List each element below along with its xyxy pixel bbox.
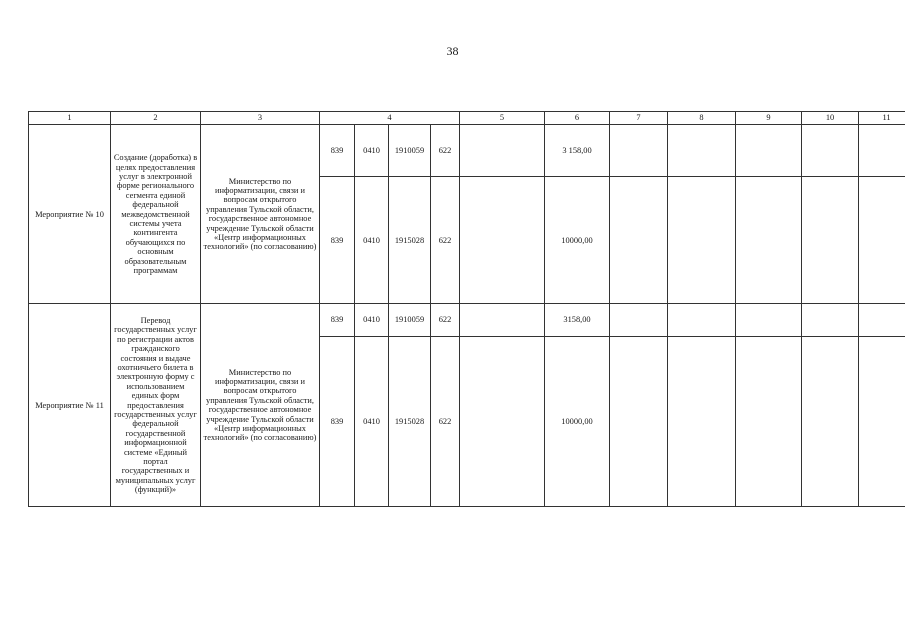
description-cell: Перевод государственных услуг по регистрации актов гражданского состояния и выдаче охотничьего билета в электронную форму с использованием единых форм предоставления государственных услуг федеральной государственной информационной системе «Единый портал государственных и муниципальных услуг (функций)» xyxy=(111,304,201,507)
col-11-cell xyxy=(859,125,905,177)
grbs-code: 839 xyxy=(320,304,355,336)
header-col-3: 3 xyxy=(201,112,320,125)
col-10-cell xyxy=(802,125,859,177)
section-code: 0410 xyxy=(355,336,389,506)
col-5-cell xyxy=(460,177,545,304)
header-col-9: 9 xyxy=(736,112,802,125)
section-code: 0410 xyxy=(355,177,389,304)
header-col-4: 4 xyxy=(320,112,460,125)
amount-cell: 3 158,00 xyxy=(545,125,610,177)
header-col-5: 5 xyxy=(460,112,545,125)
col-5-cell xyxy=(460,304,545,336)
header-col-7: 7 xyxy=(610,112,668,125)
measure-cell: Мероприятие № 11 xyxy=(29,304,111,507)
target-article-code: 1910059 xyxy=(389,125,431,177)
col-10-cell xyxy=(802,336,859,506)
col-9-cell xyxy=(736,177,802,304)
header-col-6: 6 xyxy=(545,112,610,125)
col-9-cell xyxy=(736,125,802,177)
col-7-cell xyxy=(610,304,668,336)
col-7-cell xyxy=(610,177,668,304)
amount-cell: 10000,00 xyxy=(545,177,610,304)
col-9-cell xyxy=(736,304,802,336)
header-col-1: 1 xyxy=(29,112,111,125)
col-5-cell xyxy=(460,125,545,177)
expense-type-code: 622 xyxy=(431,177,460,304)
col-8-cell xyxy=(668,177,736,304)
executor-cell: Министерство по информатизации, связи и вопросам открытого управления Тульской области, государственное автономное учреждение Тульской области «Центр информационных технологий» (по согласованию) xyxy=(201,125,320,304)
section-code: 0410 xyxy=(355,304,389,336)
col-8-cell xyxy=(668,125,736,177)
description-cell: Создание (доработка) в целях предоставления услуг в электронной форме регионального сегмента единой федеральной межведомственной системы учета контингента обучающихся по основным образовательным программам xyxy=(111,125,201,304)
col-11-cell xyxy=(859,336,905,506)
col-10-cell xyxy=(802,304,859,336)
col-7-cell xyxy=(610,125,668,177)
section-code: 0410 xyxy=(355,125,389,177)
col-9-cell xyxy=(736,336,802,506)
table-row xyxy=(29,125,905,177)
header-col-11: 11 xyxy=(859,112,905,125)
expense-type-code: 622 xyxy=(431,304,460,336)
grbs-code: 839 xyxy=(320,336,355,506)
header-col-10: 10 xyxy=(802,112,859,125)
expense-type-code: 622 xyxy=(431,125,460,177)
expense-type-code: 622 xyxy=(431,336,460,506)
target-article-code: 1910059 xyxy=(389,304,431,336)
target-article-code: 1915028 xyxy=(389,177,431,304)
col-11-cell xyxy=(859,304,905,336)
amount-cell: 10000,00 xyxy=(545,336,610,506)
header-col-2: 2 xyxy=(111,112,201,125)
target-article-code: 1915028 xyxy=(389,336,431,506)
col-7-cell xyxy=(610,336,668,506)
measure-cell: Мероприятие № 10 xyxy=(29,125,111,304)
header-row xyxy=(29,112,905,125)
header-col-8: 8 xyxy=(668,112,736,125)
table-row xyxy=(29,304,905,336)
col-5-cell xyxy=(460,336,545,506)
col-8-cell xyxy=(668,304,736,336)
amount-cell: 3158,00 xyxy=(545,304,610,336)
col-10-cell xyxy=(802,177,859,304)
grbs-code: 839 xyxy=(320,177,355,304)
col-11-cell xyxy=(859,177,905,304)
page-number: 38 xyxy=(446,44,459,58)
col-8-cell xyxy=(668,336,736,506)
executor-cell: Министерство по информатизации, связи и вопросам открытого управления Тульской области, государственное автономное учреждение Тульской области «Центр информационных технологий» (по согласованию) xyxy=(201,304,320,507)
grbs-code: 839 xyxy=(320,125,355,177)
budget-table xyxy=(28,111,905,507)
